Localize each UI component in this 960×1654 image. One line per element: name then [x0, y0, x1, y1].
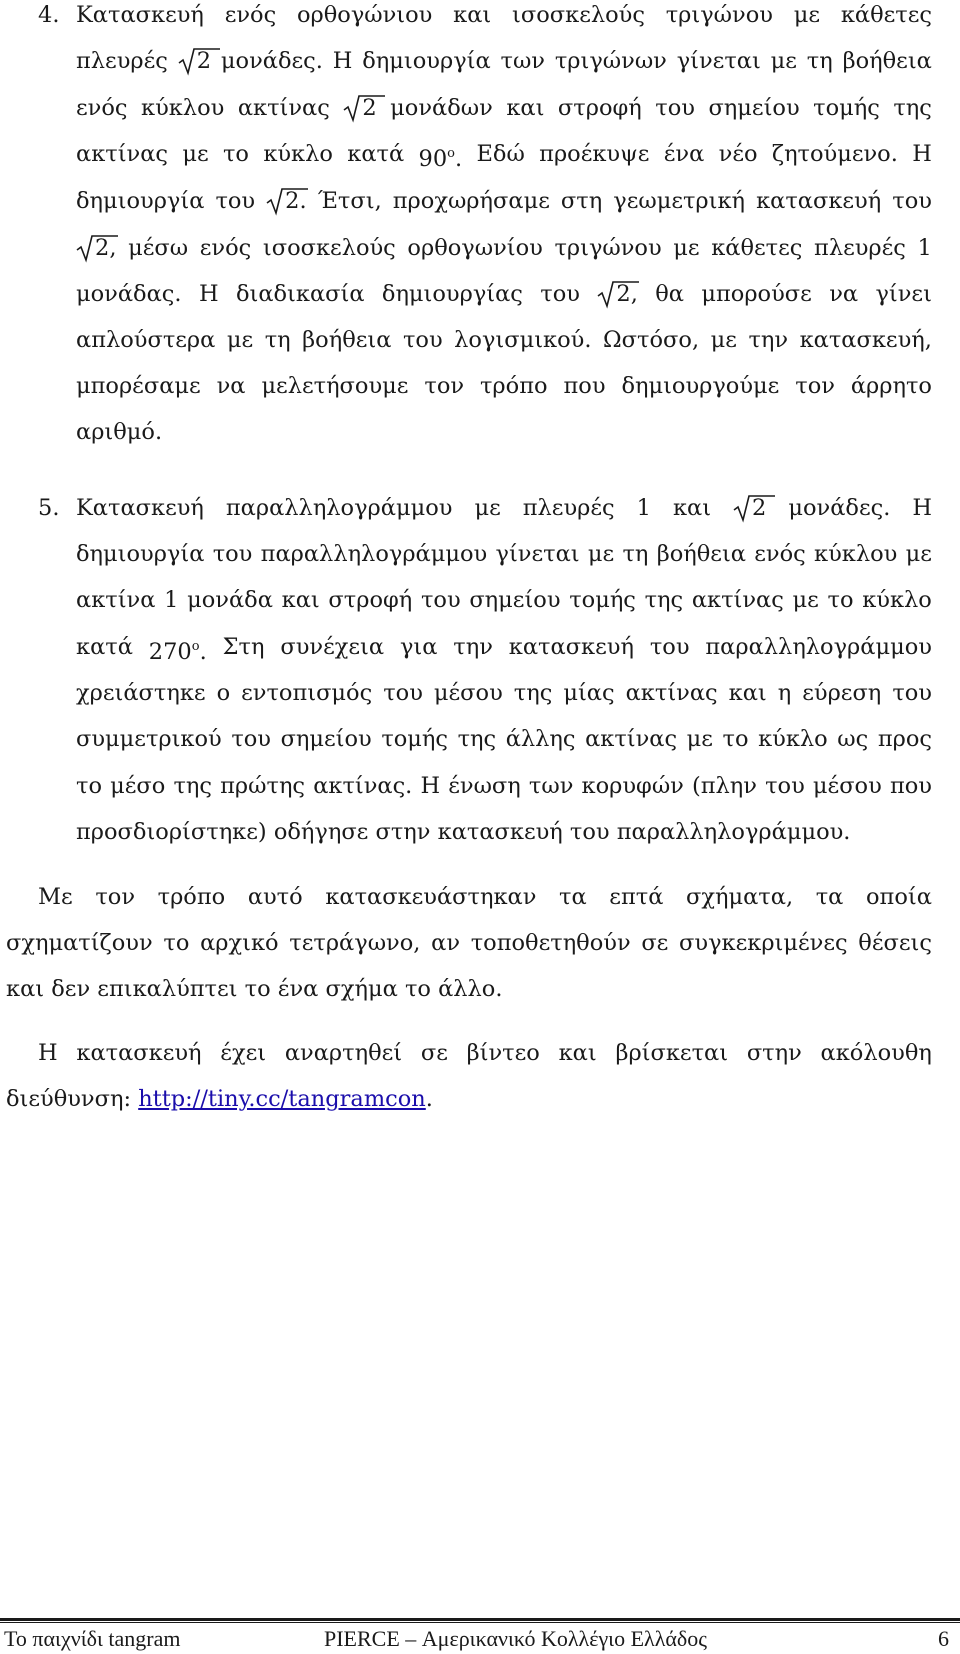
word: αναρτηθεί — [284, 1040, 403, 1066]
word: του — [215, 188, 256, 214]
word: επικαλύπτει — [97, 976, 238, 1002]
word: ακτίνας — [625, 680, 718, 706]
word: τον — [424, 373, 465, 399]
word: τομής — [569, 587, 636, 613]
word: πλευρές — [814, 235, 906, 261]
text-line — [76, 369, 932, 403]
word: με — [474, 495, 501, 521]
word: μονάδες. — [788, 495, 891, 521]
word: γεωμετρική — [613, 188, 746, 214]
word: ακόλουθη — [820, 1040, 932, 1066]
word: αριθμό. — [76, 419, 163, 445]
text-line — [38, 1036, 932, 1070]
footer-institution: PIERCE – Αμερικανικό Κολλέγιο Ελλάδος — [324, 1626, 707, 1651]
word: ακτίνας — [237, 95, 330, 121]
sqrt-expression: 2 — [733, 491, 766, 525]
word: με — [182, 141, 209, 167]
word: τρόπο — [157, 884, 226, 910]
word: σημείου — [469, 587, 561, 613]
word: Εδώ — [476, 141, 525, 167]
word: στη — [560, 188, 603, 214]
word: (πλην — [691, 773, 757, 799]
word: βοήθεια — [842, 48, 932, 74]
word: κατασκευή — [508, 634, 634, 660]
sqrt-expression: 2. — [266, 184, 306, 218]
text-line — [76, 137, 932, 171]
word: της — [513, 680, 553, 706]
word: μίας — [563, 680, 615, 706]
sqrt-icon — [266, 186, 308, 216]
word: ενός — [224, 2, 277, 28]
text-line — [76, 537, 932, 571]
word: του — [420, 587, 461, 613]
word: ακτίνας — [76, 141, 168, 167]
degree-value: $90^o$. — [418, 146, 463, 172]
page-number: 6 — [938, 1626, 949, 1651]
word: 1 — [917, 235, 932, 261]
list-number: 4. — [38, 2, 60, 28]
word: αυτό — [247, 884, 303, 910]
word: μπορούσε — [701, 281, 812, 307]
word: τετράγωνο, — [289, 930, 421, 956]
word: ενός — [754, 541, 806, 567]
word: πλευρές — [76, 48, 168, 74]
word: στην — [375, 819, 431, 845]
word: σε — [641, 930, 669, 956]
word: μέσου — [812, 773, 882, 799]
text-line — [38, 880, 932, 914]
text-line — [76, 184, 932, 218]
text-line — [76, 491, 932, 525]
sqrt-expression: 2 — [178, 44, 211, 78]
text-line — [6, 1082, 433, 1116]
word: παραλληλογράμμου — [260, 541, 488, 567]
word: 1 — [636, 495, 651, 521]
word: τρόπο — [479, 373, 548, 399]
word: τοποθετηθούν — [470, 930, 631, 956]
word: μέσου — [433, 680, 503, 706]
word: να — [829, 281, 859, 307]
word: κατά — [76, 634, 133, 660]
word: 1 — [164, 587, 179, 613]
word: κύκλο — [758, 726, 828, 752]
word: Η — [38, 1040, 58, 1066]
word: δημιουργία — [362, 48, 491, 74]
word: βρίσκεται — [615, 1040, 729, 1066]
word: κατασκευή — [756, 188, 882, 214]
text-line — [76, 630, 932, 664]
text-line — [6, 972, 503, 1006]
word: κύκλο — [263, 141, 333, 167]
word: ακτίνας. — [313, 773, 413, 799]
text-line — [76, 231, 932, 265]
word: ως — [837, 726, 869, 752]
text-line — [76, 676, 932, 710]
word: σημείου — [708, 95, 800, 121]
word: και — [558, 1040, 597, 1066]
word: κύκλο — [862, 587, 932, 613]
word: των — [528, 773, 574, 799]
word: που — [563, 373, 606, 399]
word: μέσο — [110, 773, 166, 799]
word: δημιουργούμε — [621, 373, 780, 399]
word: βοήθεια — [302, 327, 392, 353]
word: αν — [431, 930, 461, 956]
word: μονάδων — [390, 95, 493, 121]
word: του — [655, 95, 695, 121]
word: του — [765, 773, 805, 799]
word: δεν — [51, 976, 91, 1002]
word: την — [453, 634, 493, 660]
word: τριγώνου — [665, 2, 773, 28]
word: ενός — [199, 235, 252, 261]
word: παραλληλογράμμου. — [616, 819, 851, 845]
sqrt-icon — [597, 279, 639, 309]
word: τα — [815, 884, 844, 910]
word: ορθογώνιου — [296, 2, 433, 28]
word: διαδικασία — [235, 281, 365, 307]
word: το — [827, 587, 854, 613]
word: κατασκευή — [437, 819, 563, 845]
word: κύκλου — [814, 541, 898, 567]
word: τον — [95, 884, 135, 910]
word: γίνεται — [495, 541, 580, 567]
word: συμμετρικού — [76, 726, 222, 752]
word: δημιουργίας — [381, 281, 523, 307]
word: παραλληλογράμμου — [705, 634, 932, 660]
word: του — [892, 680, 932, 706]
word: προχωρήσαμε — [392, 188, 550, 214]
word: της — [173, 773, 212, 799]
list-number: 5. — [38, 495, 60, 521]
word: το — [163, 930, 190, 956]
word: θέσεις — [858, 930, 932, 956]
word: γίνει — [875, 281, 932, 307]
sqrt-icon — [343, 93, 385, 123]
word: δημιουργία — [76, 188, 205, 214]
word: μονάδα — [187, 587, 273, 613]
word: και — [6, 976, 45, 1002]
word: τριγώνου — [554, 235, 662, 261]
word: Ωστόσο, — [603, 327, 700, 353]
footer-doc-title: Το παιχνίδι tangram — [4, 1626, 181, 1651]
word: Η — [332, 48, 353, 74]
word: τομής — [813, 95, 880, 121]
word: με — [770, 48, 797, 74]
text-line — [76, 0, 932, 32]
word: το — [222, 141, 249, 167]
text-line — [76, 722, 932, 756]
word: Η — [912, 495, 932, 521]
word: του — [540, 281, 580, 307]
word: τη — [622, 541, 649, 567]
word: πλευρές — [522, 495, 615, 521]
footer-rule-thin — [0, 1622, 960, 1623]
address-label: διεύθυνση: — [6, 1086, 139, 1112]
word: προσδιορίστηκε) — [76, 819, 267, 845]
word: των — [500, 48, 545, 74]
word: με — [686, 726, 713, 752]
word: να — [216, 373, 246, 399]
word: κορυφών — [581, 773, 684, 799]
word: με — [226, 327, 254, 353]
word: με — [673, 235, 700, 261]
sqrt-expression: 2, — [597, 277, 637, 311]
word: Η — [912, 141, 932, 167]
sqrt-expression: 2 — [343, 91, 376, 125]
word: του — [383, 680, 423, 706]
text-line — [76, 91, 932, 125]
text-line — [76, 815, 850, 849]
text-line — [76, 323, 932, 357]
word: ακτίνας — [691, 587, 784, 613]
word: συγκεκριμένες — [679, 930, 848, 956]
word: Στη — [222, 634, 265, 660]
word: του — [649, 634, 690, 660]
word: Έτσι, — [317, 188, 382, 214]
word: για — [399, 634, 438, 660]
word: Η — [420, 773, 441, 799]
word: σε — [420, 1040, 448, 1066]
text-line — [76, 415, 162, 449]
word: και — [672, 495, 712, 521]
word: στην — [746, 1040, 802, 1066]
word: το — [404, 976, 431, 1002]
word: δημιουργία — [76, 541, 205, 567]
link-trailing-period: . — [425, 1086, 433, 1112]
word: τομής — [381, 726, 449, 752]
word: μονάδας. — [76, 281, 182, 307]
word: και — [453, 2, 492, 28]
word: Κατασκευή — [76, 2, 204, 28]
word: μελετήσουμε — [261, 373, 409, 399]
word: ισοσκελούς — [512, 2, 645, 28]
word: και — [281, 587, 320, 613]
word: νέο — [718, 141, 758, 167]
degree-value: $270^o$. — [148, 639, 207, 665]
word: στροφή — [557, 95, 642, 121]
word: κατασκευή — [76, 1040, 202, 1066]
word: της — [644, 587, 684, 613]
text-line — [6, 926, 932, 960]
word: και — [728, 680, 767, 706]
word: το — [722, 726, 749, 752]
word: την — [748, 327, 789, 353]
word: πρώτης — [220, 773, 306, 799]
word: ισοσκελούς — [262, 235, 396, 261]
word: με — [587, 541, 615, 567]
word: απλούστερα — [76, 327, 216, 353]
word: σημείου — [280, 726, 372, 752]
word: αρχικό — [200, 930, 279, 956]
word: τον — [795, 373, 835, 399]
word: ο — [216, 680, 231, 706]
word: τριγώνων — [554, 48, 667, 74]
word: οδήγησε — [273, 819, 369, 845]
word: σχηματίζουν — [6, 930, 153, 956]
word: με — [793, 2, 821, 28]
word: κύκλου — [141, 95, 225, 121]
word: μπορέσαμε — [76, 373, 201, 399]
word: με — [792, 587, 819, 613]
word: μέσω — [128, 235, 189, 261]
word: τη — [806, 48, 833, 74]
sqrt-icon — [178, 46, 220, 76]
word: ακτίνα — [76, 587, 156, 613]
word: παραλληλογράμμου — [225, 495, 453, 521]
word: η — [777, 680, 792, 706]
word: εύρεση — [802, 680, 882, 706]
word: Η — [198, 281, 219, 307]
word: στροφή — [328, 587, 413, 613]
word: κάθετες — [840, 2, 932, 28]
word: Κατασκευή — [76, 495, 204, 521]
word: λογισμικού. — [454, 327, 592, 353]
word: το — [76, 773, 102, 799]
word: επτά — [609, 884, 664, 910]
word: το — [244, 976, 271, 1002]
word: με — [710, 327, 737, 353]
footer-rule — [0, 1618, 960, 1621]
word: σχήματα, — [686, 884, 794, 910]
word: ένωση — [448, 773, 521, 799]
word: ένα — [277, 976, 319, 1002]
text-line — [76, 277, 932, 311]
word: ενός — [76, 95, 128, 121]
word: θα — [655, 281, 684, 307]
word: τη — [264, 327, 291, 353]
word: οποία — [866, 884, 932, 910]
text-line — [76, 583, 932, 617]
word: με — [905, 541, 932, 567]
word: προέκυψε — [539, 141, 650, 167]
word: του — [569, 819, 610, 845]
word: ένα — [663, 141, 705, 167]
word: άλλης — [505, 726, 576, 752]
word: κατασκευάστηκαν — [325, 884, 537, 910]
word: εντοπισμός — [241, 680, 373, 706]
word: άρρητο — [850, 373, 932, 399]
word: που — [889, 773, 932, 799]
word: σχήμα — [325, 976, 398, 1002]
word: της — [893, 95, 932, 121]
word: βίντεο — [466, 1040, 540, 1066]
sqrt-icon — [733, 493, 775, 523]
word: ζητούμενο. — [771, 141, 898, 167]
word: του — [231, 726, 271, 752]
word: του — [212, 541, 253, 567]
word: μονάδες. — [220, 48, 323, 74]
sqrt-expression: 2, — [76, 231, 116, 265]
word: κάθετες — [711, 235, 803, 261]
word: έχει — [220, 1040, 267, 1066]
word: της — [457, 726, 497, 752]
word: άλλο. — [438, 976, 503, 1002]
word: ορθογωνίου — [407, 235, 543, 261]
word: του — [892, 188, 932, 214]
text-line — [76, 44, 932, 78]
word: κατασκευή, — [799, 327, 932, 353]
word: κατά — [347, 141, 405, 167]
word: χρειάστηκε — [76, 680, 206, 706]
word: προς — [877, 726, 932, 752]
word: τα — [559, 884, 587, 910]
word: γίνεται — [676, 48, 761, 74]
word: βοήθεια — [656, 541, 746, 567]
text-line — [76, 769, 932, 803]
word: συνέχεια — [280, 634, 385, 660]
video-link[interactable]: http://tiny.cc/tangramcon — [138, 1086, 426, 1112]
sqrt-icon — [76, 233, 118, 263]
word: Με — [38, 884, 73, 910]
word: ακτίνας — [585, 726, 678, 752]
word: του — [402, 327, 443, 353]
word: και — [506, 95, 545, 121]
